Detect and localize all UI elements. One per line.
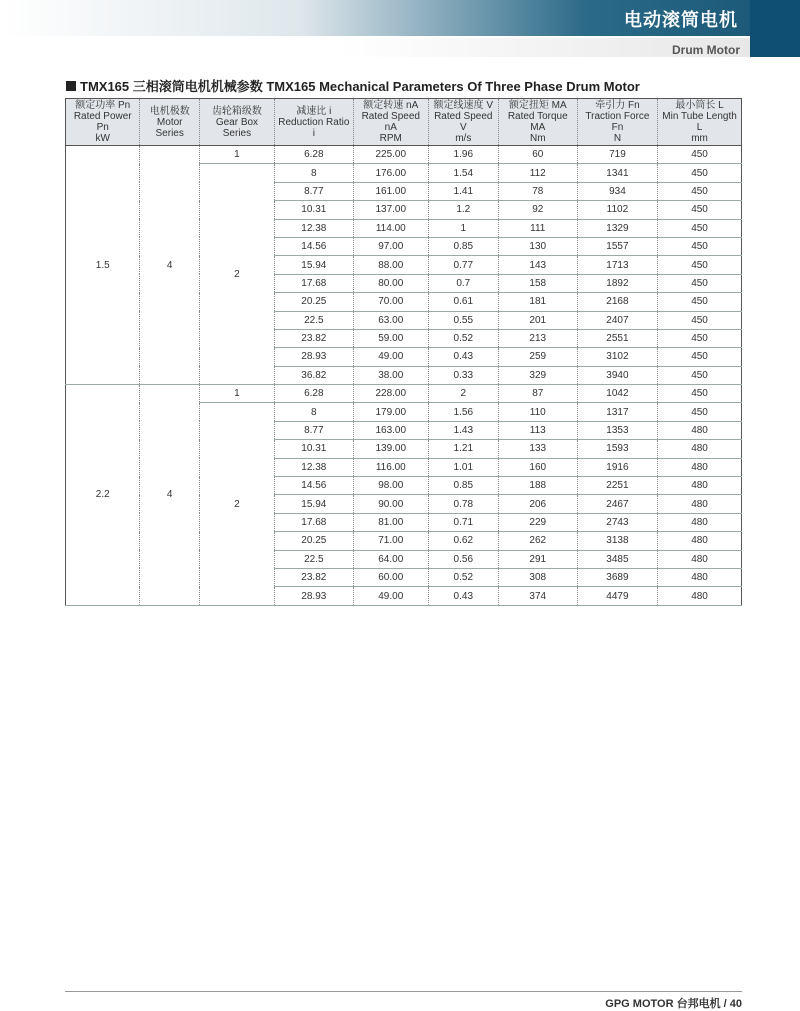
line-speed-cell: 0.52 [428,568,498,586]
column-header [353,99,428,146]
traction-force-cell: 1317 [577,403,657,421]
line-speed-cell: 0.62 [428,532,498,550]
min-tube-length-cell: 480 [658,532,742,550]
column-header [658,99,742,146]
line-speed-cell: 1.43 [428,421,498,439]
column-header-en: Reduction Ratio i [278,116,350,139]
min-tube-length-cell: 480 [658,550,742,568]
header-title: 电动滚筒电机 [624,10,738,30]
rated-torque-cell: 229 [498,513,577,531]
rated-speed-rpm-cell: 179.00 [353,403,428,421]
column-header-en: Rated Speed V [434,111,493,133]
traction-force-cell: 1341 [577,164,657,182]
min-tube-length-cell: 450 [658,219,742,237]
min-tube-length-cell: 450 [658,237,742,255]
column-header-en: Rated Torque MA [507,111,568,133]
rated-speed-rpm-cell: 60.00 [353,568,428,586]
min-tube-length-cell: 480 [658,440,742,458]
rated-speed-rpm-cell: 176.00 [353,164,428,182]
reduction-ratio-cell: 10.31 [274,440,353,458]
line-speed-cell: 0.55 [428,311,498,329]
min-tube-length-cell: 480 [658,477,742,495]
table-row [66,146,742,164]
column-header-cn: 最小筒长 L [675,100,724,111]
line-speed-cell: 1.01 [428,458,498,476]
rated-power-cell: 2.2 [66,385,140,606]
rated-speed-rpm-cell: 88.00 [353,256,428,274]
line-speed-cell: 0.33 [428,366,498,384]
rated-torque-cell: 160 [498,458,577,476]
mechanical-parameters-table [65,98,742,606]
column-header [428,99,498,146]
traction-force-cell: 4479 [577,587,657,605]
header-accent-block [750,0,800,57]
line-speed-cell: 0.43 [428,587,498,605]
reduction-ratio-cell: 23.82 [274,568,353,586]
column-header-cn: 牵引力 Fn [595,100,640,111]
rated-torque-cell: 158 [498,274,577,292]
gearbox-stage-cell: 1 [199,146,274,164]
rated-torque-cell: 113 [498,421,577,439]
reduction-ratio-cell: 17.68 [274,274,353,292]
min-tube-length-cell: 450 [658,311,742,329]
line-speed-cell: 0.61 [428,293,498,311]
line-speed-cell: 1.56 [428,403,498,421]
rated-speed-rpm-cell: 90.00 [353,495,428,513]
gearbox-stage-cell: 1 [199,385,274,403]
column-header [577,99,657,146]
rated-torque-cell: 213 [498,329,577,347]
rated-torque-cell: 92 [498,201,577,219]
column-header-unit: RPM [379,133,402,144]
reduction-ratio-cell: 22.5 [274,550,353,568]
traction-force-cell: 3485 [577,550,657,568]
reduction-ratio-cell: 8.77 [274,421,353,439]
traction-force-cell: 2551 [577,329,657,347]
rated-torque-cell: 143 [498,256,577,274]
min-tube-length-cell: 450 [658,366,742,384]
column-header-cn: 额定功率 Pn [75,100,131,111]
traction-force-cell: 2168 [577,293,657,311]
traction-force-cell: 1102 [577,201,657,219]
motor-series-cell: 4 [140,146,200,385]
traction-force-cell: 2467 [577,495,657,513]
min-tube-length-cell: 450 [658,385,742,403]
min-tube-length-cell: 450 [658,274,742,292]
column-header-cn: 额定转速 nA [363,100,419,111]
rated-torque-cell: 374 [498,587,577,605]
min-tube-length-cell: 450 [658,201,742,219]
min-tube-length-cell: 480 [658,458,742,476]
traction-force-cell: 1713 [577,256,657,274]
reduction-ratio-cell: 15.94 [274,495,353,513]
min-tube-length-cell: 450 [658,348,742,366]
reduction-ratio-cell: 12.38 [274,219,353,237]
rated-torque-cell: 110 [498,403,577,421]
line-speed-cell: 0.77 [428,256,498,274]
column-header-en: Rated Speed nA [361,111,420,133]
rated-speed-rpm-cell: 139.00 [353,440,428,458]
line-speed-cell: 1.2 [428,201,498,219]
column-header-unit: Nm [529,133,546,144]
reduction-ratio-cell: 14.56 [274,477,353,495]
column-header-cn: 额定扭矩 MA [508,100,567,111]
min-tube-length-cell: 450 [658,164,742,182]
table-body [66,146,742,606]
column-header-cn: 额定线速度 V [433,100,493,111]
traction-force-cell: 1557 [577,237,657,255]
reduction-ratio-cell: 6.28 [274,385,353,403]
traction-force-cell: 3940 [577,366,657,384]
rated-torque-cell: 259 [498,348,577,366]
min-tube-length-cell: 450 [658,146,742,164]
line-speed-cell: 0.71 [428,513,498,531]
column-header [140,99,200,146]
rated-torque-cell: 188 [498,477,577,495]
motor-series-cell: 4 [140,385,200,606]
rated-speed-rpm-cell: 161.00 [353,182,428,200]
rated-speed-rpm-cell: 228.00 [353,385,428,403]
rated-torque-cell: 112 [498,164,577,182]
column-header-cn: 齿轮箱级数 [211,105,262,117]
traction-force-cell: 2743 [577,513,657,531]
traction-force-cell: 1042 [577,385,657,403]
min-tube-length-cell: 450 [658,329,742,347]
rated-speed-rpm-cell: 70.00 [353,293,428,311]
traction-force-cell: 1329 [577,219,657,237]
table-row [66,385,742,403]
column-header-unit: kW [95,133,110,144]
reduction-ratio-cell: 10.31 [274,201,353,219]
line-speed-cell: 1.41 [428,182,498,200]
rated-speed-rpm-cell: 225.00 [353,146,428,164]
rated-torque-cell: 133 [498,440,577,458]
rated-speed-rpm-cell: 137.00 [353,201,428,219]
column-header [199,99,274,146]
rated-speed-rpm-cell: 38.00 [353,366,428,384]
column-header [66,99,140,146]
min-tube-length-cell: 480 [658,495,742,513]
rated-speed-rpm-cell: 63.00 [353,311,428,329]
footer-page-label: GPG MOTOR 台邦电机 / 40 [605,998,742,1010]
rated-speed-rpm-cell: 98.00 [353,477,428,495]
column-header-en: Min Tube Length L [662,111,737,133]
traction-force-cell: 3102 [577,348,657,366]
column-header-en: Motor Series [155,116,184,139]
rated-torque-cell: 201 [498,311,577,329]
reduction-ratio-cell: 17.68 [274,513,353,531]
subheader-band [0,38,750,57]
reduction-ratio-cell: 22.5 [274,311,353,329]
header-subtitle: Drum Motor [672,43,740,57]
rated-torque-cell: 206 [498,495,577,513]
min-tube-length-cell: 450 [658,256,742,274]
rated-speed-rpm-cell: 80.00 [353,274,428,292]
line-speed-cell: 0.78 [428,495,498,513]
gearbox-stage-cell: 2 [199,164,274,385]
traction-force-cell: 1892 [577,274,657,292]
min-tube-length-cell: 480 [658,421,742,439]
reduction-ratio-cell: 20.25 [274,532,353,550]
min-tube-length-cell: 450 [658,293,742,311]
line-speed-cell: 0.56 [428,550,498,568]
column-header-en: Gear Box Series [215,116,259,139]
traction-force-cell: 1353 [577,421,657,439]
reduction-ratio-cell: 28.93 [274,348,353,366]
section-title-text: TMX165 三相滚筒电机机械参数 TMX165 Mechanical Parameters Of Three Phase Drum Motor [80,79,640,94]
line-speed-cell: 0.85 [428,237,498,255]
traction-force-cell: 2407 [577,311,657,329]
rated-speed-rpm-cell: 49.00 [353,348,428,366]
reduction-ratio-cell: 8.77 [274,182,353,200]
traction-force-cell: 1916 [577,458,657,476]
min-tube-length-cell: 480 [658,568,742,586]
traction-force-cell: 3689 [577,568,657,586]
traction-force-cell: 719 [577,146,657,164]
column-header-en: Traction Force Fn [585,111,650,133]
min-tube-length-cell: 450 [658,403,742,421]
rated-torque-cell: 291 [498,550,577,568]
rated-power-cell: 1.5 [66,146,140,385]
reduction-ratio-cell: 12.38 [274,458,353,476]
section-title [66,76,640,95]
traction-force-cell: 3138 [577,532,657,550]
line-speed-cell: 2 [428,385,498,403]
traction-force-cell: 1593 [577,440,657,458]
column-header-unit: mm [691,133,708,144]
line-speed-cell: 1.54 [428,164,498,182]
line-speed-cell: 1.21 [428,440,498,458]
rated-torque-cell: 87 [498,385,577,403]
column-header-unit: m/s [455,133,472,144]
rated-torque-cell: 111 [498,219,577,237]
line-speed-cell: 0.43 [428,348,498,366]
reduction-ratio-cell: 8 [274,164,353,182]
column-header-cn: 电机极数 [149,105,190,117]
rated-torque-cell: 60 [498,146,577,164]
column-header [498,99,577,146]
line-speed-cell: 1.96 [428,146,498,164]
reduction-ratio-cell: 23.82 [274,329,353,347]
gearbox-stage-cell: 2 [199,403,274,605]
rated-speed-rpm-cell: 97.00 [353,237,428,255]
min-tube-length-cell: 450 [658,182,742,200]
rated-torque-cell: 329 [498,366,577,384]
reduction-ratio-cell: 6.28 [274,146,353,164]
line-speed-cell: 0.7 [428,274,498,292]
traction-force-cell: 2251 [577,477,657,495]
rated-torque-cell: 262 [498,532,577,550]
reduction-ratio-cell: 28.93 [274,587,353,605]
rated-speed-rpm-cell: 64.00 [353,550,428,568]
column-header-cn: 减速比 i [296,105,332,117]
reduction-ratio-cell: 15.94 [274,256,353,274]
line-speed-cell: 0.85 [428,477,498,495]
traction-force-cell: 934 [577,182,657,200]
reduction-ratio-cell: 14.56 [274,237,353,255]
column-header-en: Rated Power Pn [73,111,132,133]
rated-torque-cell: 181 [498,293,577,311]
rated-speed-rpm-cell: 116.00 [353,458,428,476]
min-tube-length-cell: 480 [658,587,742,605]
min-tube-length-cell: 480 [658,513,742,531]
rated-speed-rpm-cell: 163.00 [353,421,428,439]
column-header [274,99,353,146]
rated-speed-rpm-cell: 71.00 [353,532,428,550]
line-speed-cell: 1 [428,219,498,237]
line-speed-cell: 0.52 [428,329,498,347]
rated-torque-cell: 78 [498,182,577,200]
reduction-ratio-cell: 8 [274,403,353,421]
table-header-row [66,99,742,146]
reduction-ratio-cell: 20.25 [274,293,353,311]
rated-speed-rpm-cell: 59.00 [353,329,428,347]
footer-divider [65,991,742,992]
rated-torque-cell: 130 [498,237,577,255]
rated-torque-cell: 308 [498,568,577,586]
column-header-unit: N [613,133,622,144]
square-bullet-icon [66,81,76,91]
rated-speed-rpm-cell: 114.00 [353,219,428,237]
rated-speed-rpm-cell: 81.00 [353,513,428,531]
rated-speed-rpm-cell: 49.00 [353,587,428,605]
reduction-ratio-cell: 36.82 [274,366,353,384]
